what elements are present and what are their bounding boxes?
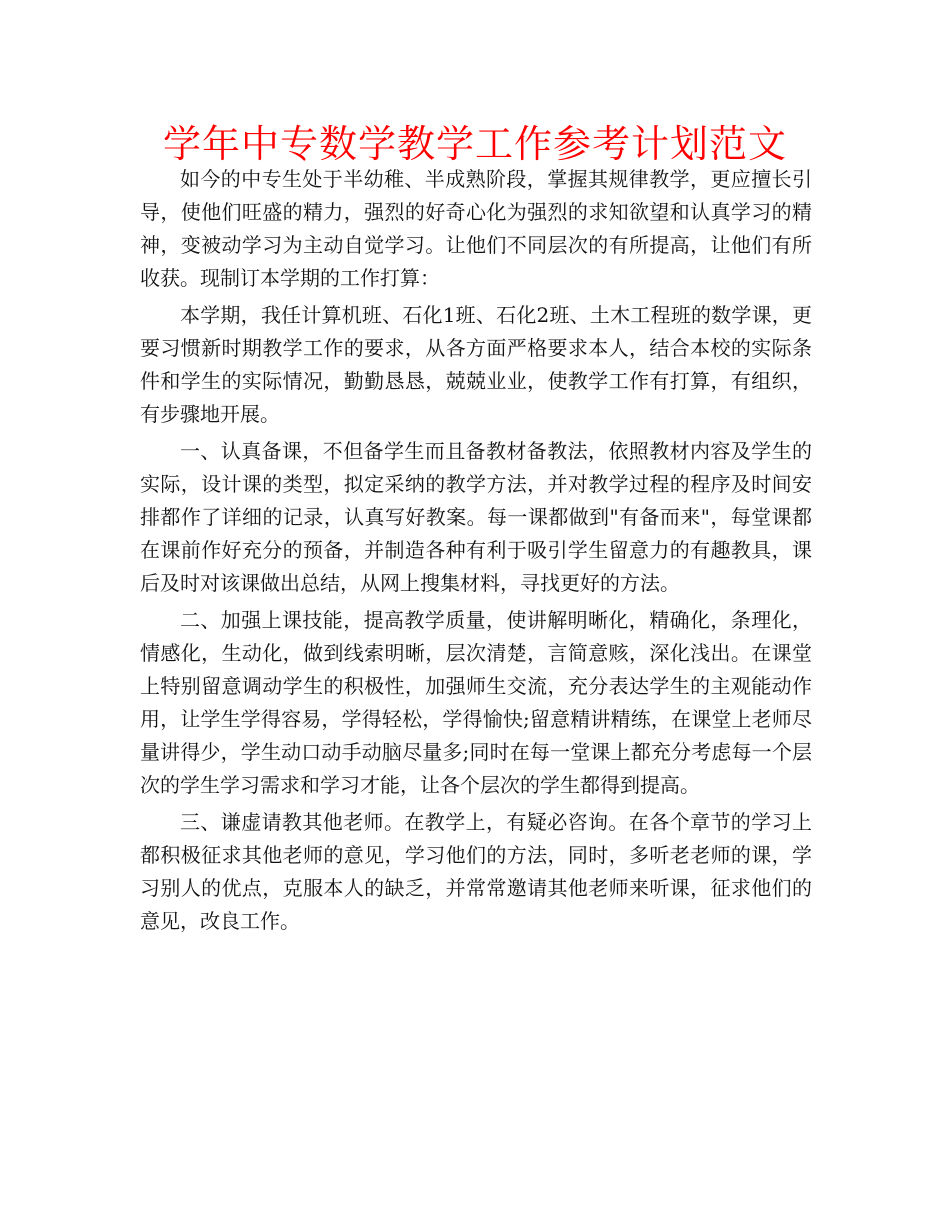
- paragraph-teaching-skills: 二、加强上课技能，提高教学质量，使讲解明晰化，精确化，条理化，情感化，生动化，做到线索明晰，层次清楚，言简意赅，深化浅出。在课堂上特别留意调动学生的积极性，加强师生交流，充分表达学生的主观能动作用，让学生学得容易，学得轻松，学得愉快;留意精讲精练，在课堂上老师尽量讲得少，学生动口动手动脑尽量多;同时在每一堂课上都充分考虑每一个层次的学生学习需求和学习才能，让各个层次的学生都得到提高。: [140, 608, 812, 797]
- document-title: 学年中专数学教学工作参考计划范文: [162, 122, 787, 166]
- paragraph-lesson-prep: 一、认真备课，不但备学生而且备教材备教法，依照教材内容及学生的实际，设计课的类型，拟定采纳的教学方法，并对教学过程的程序及时间安排都作了详细的记录，认真写好教案。每一课都做到"有备而来"，每堂课都在课前作好充分的预备，并制造各种有利于吸引学生留意力的有趣教具，课后及时对该课做出总结，从网上搜集材料，寻找更好的方法。: [140, 439, 812, 595]
- paragraph-consult-teachers: 三、谦虚请教其他老师。在教学上，有疑必咨询。在各个章节的学习上都积极征求其他老师的意见，学习他们的方法，同时，多听老老师的课，学习别人的优点，克服本人的缺乏，并常常邀请其他老师来听课，征求他们的意见，改良工作。: [140, 810, 812, 933]
- paragraph-semester: 本学期，我任计算机班、石化1班、石化2班、土木工程班的数学课，更要习惯新时期教学工作的要求，从各方面严格要求本人，结合本校的实际条件和学生的实际情况，勤勤恳恳，兢兢业业，使教学工作有打算，有组织，有步骤地开展。: [140, 303, 812, 426]
- paragraph-intro: 如今的中专生处于半幼稚、半成熟阶段，掌握其规律教学，更应擅长引导，使他们旺盛的精力，强烈的好奇心化为强烈的求知欲望和认真学习的精神，变被动学习为主动自觉学习。让他们不同层次的有所提高，让他们有所收获。现制订本学期的工作打算：: [140, 167, 812, 290]
- document-body: [140, 163, 812, 942]
